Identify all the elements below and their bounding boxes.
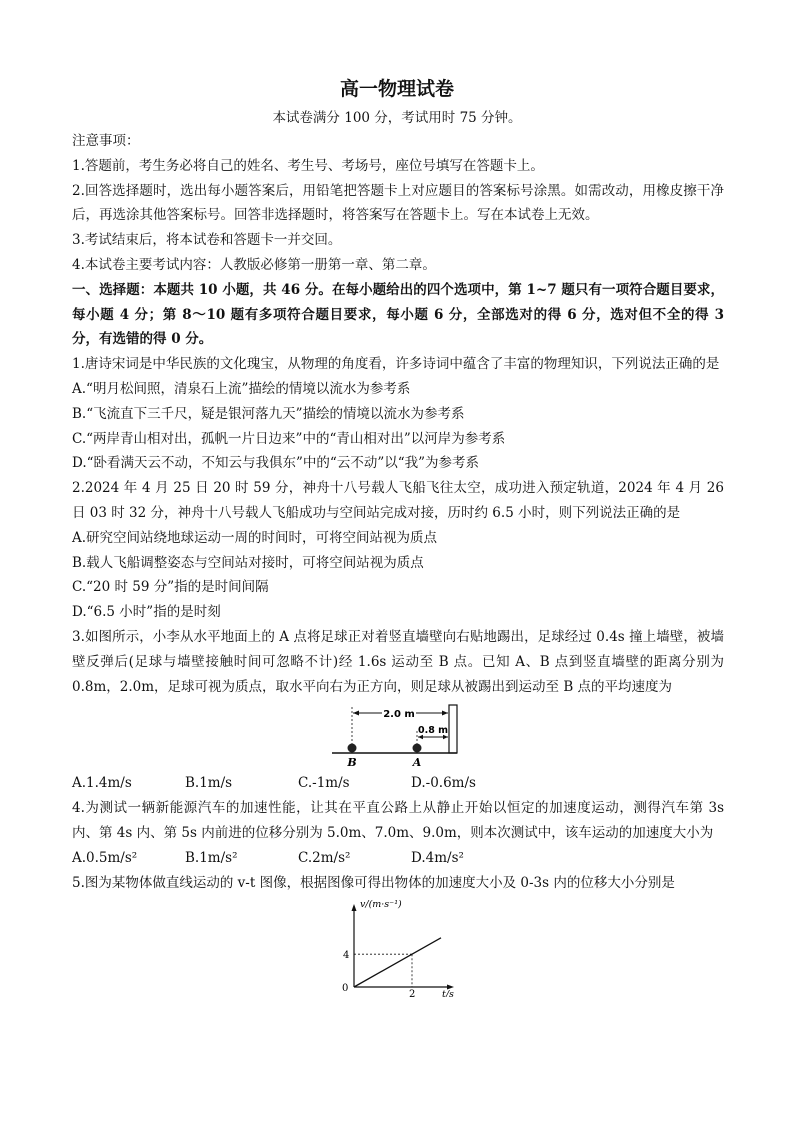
question-3-option: D.-0.6m/s <box>411 775 476 792</box>
y-tick-label: 4 <box>343 950 350 962</box>
ball-a <box>413 744 422 753</box>
section-heading: 一、选择题：本题共 10 小题，共 46 分。在每小题给出的四个选项中，第 1~7 题只有一项符合题目要求，每小题 4 分；第 8～10 题有多项符合题目要求，每小题 6 分，全部选对的得 6 分，选对但不全的得 3 分，有选错的得 0 分。 <box>72 281 724 348</box>
notice-item: 1.答题前，考生务必将自己的姓名、考生号、考场号，座位号填写在答题卡上。 <box>72 157 544 174</box>
question-1-option: B.“飞流直下三千尺，疑是银河落九天”描绘的情境以流水为参考系 <box>72 405 465 422</box>
origin-label: 0 <box>342 983 349 995</box>
point-b-label: B <box>347 756 357 770</box>
question-4-option: A.0.5m/s² <box>72 849 138 866</box>
question-3-option: B.1m/s <box>185 775 233 792</box>
question-5-stem: 5.图为某物体做直线运动的 v-t 图像，根据图像可得出物体的加速度大小及 0-3s 内的位移大小分别是 <box>72 874 675 891</box>
x-tick-label: 2 <box>409 989 416 998</box>
exam-body <box>72 129 724 997</box>
wall-diagram <box>332 701 460 771</box>
question-1-option: D.“卧看满天云不动，不知云与我俱东”中的“云不动”以“我”为参考系 <box>72 455 480 472</box>
question-3-options <box>72 771 724 796</box>
question-2-option: C.“20 时 59 分”指的是时间间隔 <box>72 579 269 596</box>
ball-b <box>348 744 357 753</box>
question-4-option: B.1m/s² <box>185 849 238 866</box>
question-4-options <box>72 846 724 871</box>
distance-a-label: 0.8 m <box>417 725 449 737</box>
velocity-line <box>354 938 441 987</box>
point-a-label: A <box>412 756 422 770</box>
question-4-option: D.4m/s² <box>411 849 464 866</box>
exam-info: 本试卷满分 100 分，考试用时 75 分钟。 <box>272 110 522 126</box>
notice-item: 3.考试结束后，将本试卷和答题卡一并交回。 <box>72 232 342 249</box>
notice-item: 4.本试卷主要考试内容：人教版必修第一册第一章、第二章。 <box>72 256 436 273</box>
question-1-option: C.“两岸青山相对出，孤帆一片日边来”中的“青山相对出”以河岸为参考系 <box>72 430 506 447</box>
question-4-option: C.2m/s² <box>298 849 351 866</box>
page-title: 高一物理试卷 <box>339 78 454 100</box>
question-1-option: A.“明月松间照，清泉石上流”描绘的情境以流水为参考系 <box>72 380 411 397</box>
question-3-option: A.1.4m/s <box>72 775 132 792</box>
notice-item: 2.回答选择题时，选出每小题答案后，用铅笔把答题卡上对应题目的答案标号涂黑。如需改动，用橡皮擦干净后，再选涂其他答案标号。回答非选择题时，将答案写在答题卡上。写在本试卷上无效。 <box>72 182 724 224</box>
question-3-stem: 3.如图所示，小李从水平地面上的 A 点将足球正对着竖直墙壁向右贴地踢出，足球经过 0.4s 撞上墙壁，被墙壁反弹后(足球与墙壁接触时间可忽略不计)经 1.6s 运动至 B 点。已知 A、B 点到竖直墙壁的距离分别为 0.8m，2.0m，足球可视为质点，取水平向右为正方向，则足球从被踢出到运动至 B 点的平均速度为 <box>72 628 724 695</box>
distance-b-label: 2.0 m <box>383 709 415 721</box>
question-4-stem: 4.为测试一辆新能源汽车的加速性能，让其在平直公路上从静止开始以恒定的加速度运动，测得汽车第 3s 内、第 4s 内、第 5s 内前进的位移分别为 5.0m、7.0m、9.0m，则本次测试中，该车运动的加速度大小为 <box>72 800 724 841</box>
question-2-stem: 2.2024 年 4 月 25 日 20 时 59 分，神舟十八号载人飞船飞往太空，成功进入预定轨道，2024 年 4 月 26 日 03 时 32 分，神舟十八号载人飞船成功与空间站完成对接，历时约 6.5 小时，则下列说法正确的是 <box>72 480 724 521</box>
notice-heading: 注意事项： <box>72 133 140 149</box>
question-2-option: A.研究空间站绕地球运动一周的时间时，可将空间站视为质点 <box>72 529 438 546</box>
x-axis-label: t/s <box>442 989 454 998</box>
question-2-option: D.“6.5 小时”指的是时刻 <box>72 604 221 621</box>
question-3-option: C.-1m/s <box>298 775 350 792</box>
y-axis-label: v/(m·s⁻¹) <box>360 899 402 911</box>
vt-graph <box>338 897 468 997</box>
question-1-stem: 1.唐诗宋词是中华民族的文化瑰宝，从物理的角度看，许多诗词中蕴含了丰富的物理知识，下列说法正确的是 <box>72 356 720 373</box>
question-2-option: B.载人飞船调整姿态与空间站对接时，可将空间站视为质点 <box>72 554 424 571</box>
